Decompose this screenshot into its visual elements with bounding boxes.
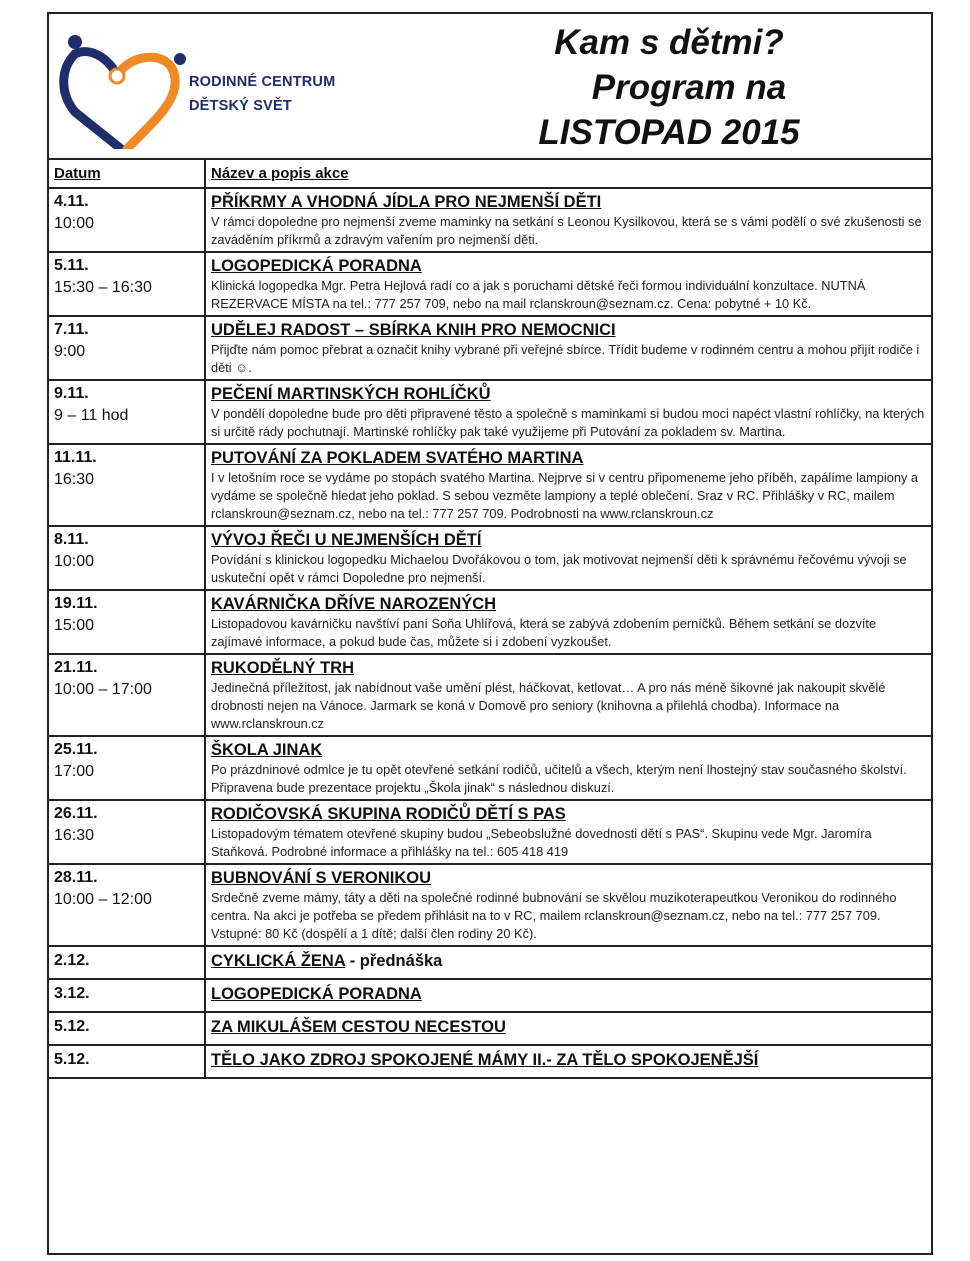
event-heading (211, 867, 926, 889)
event-description: I v letošním roce se vydáme po stopách svatého Martina. Nejprve si v centru připomeneme jeho příběh, zapálíme lampiony a vydáme se společně hledat jeho poklad. S sebou vezměte lampiony a teplé oblečení. Sraz v RC. Přihlášky v RC, mailem rclanskroun@seznam.cz, nebo na tel.: 777 257 709. Podrobnosti na www.rclanskroun.cz (211, 470, 919, 521)
event-cell (205, 736, 931, 800)
event-description: Po prázdninové odmlce je tu opět otevřené setkání rodičů, učitelů a všech, kterým není lhostejný stav současného školství. Připravena bude prezentace projektu „Škola jinak“ s následnou diskuzí. (211, 762, 907, 795)
event-date: 4.11. (54, 193, 89, 210)
table-row (49, 946, 931, 979)
date-cell (49, 946, 205, 979)
event-cell (205, 380, 931, 444)
event-cell (205, 654, 931, 736)
event-title: TĚLO JAKO ZDROJ SPOKOJENÉ MÁMY II.- ZA TĚLO SPOKOJENĚJŠÍ (211, 1051, 759, 1069)
event-date: 28.11. (54, 869, 98, 886)
event-time: 9 – 11 hod (54, 407, 129, 424)
header (49, 14, 931, 160)
table-row (49, 800, 931, 864)
table-row (49, 188, 931, 252)
event-time: 16:30 (54, 827, 95, 844)
event-title: PEČENÍ MARTINSKÝCH ROHLÍČKŮ (211, 385, 491, 403)
event-heading (211, 383, 926, 405)
event-cell (205, 526, 931, 590)
event-cell (205, 444, 931, 526)
event-time: 15:30 – 16:30 (54, 279, 152, 296)
event-time: 10:00 – 12:00 (54, 891, 152, 908)
event-title: VÝVOJ ŘEČI U NEJMENŠÍCH DĚTÍ (211, 531, 482, 549)
event-date: 5.12. (54, 1018, 90, 1035)
event-title: RODIČOVSKÁ SKUPINA RODIČŮ DĚTÍ S PAS (211, 805, 566, 823)
column-header-date: Datum (49, 160, 205, 188)
event-heading (211, 447, 926, 469)
org-line-2: DĚTSKÝ SVĚT (189, 98, 292, 114)
event-description: V rámci dopoledne pro nejmenší zveme maminky na setkání s Leonou Kysilkovou, která se s vámi podělí o své zkušenosti se zaváděním příkrmů a zdravým vařením pro nejmenší děti. (211, 214, 922, 247)
date-cell (49, 188, 205, 252)
event-title: ZA MIKULÁŠEM CESTOU NECESTOU (211, 1018, 506, 1036)
event-heading (211, 1016, 926, 1038)
event-description: Klinická logopedka Mgr. Petra Hejlová radí co a jak s poruchami dětské řeči formou individuální konzultace. NUTNÁ REZERVACE MÍSTA na tel.: 777 257 709, nebo na mail rclanskroun@seznam.cz. Cena: pobytné + 10 Kč. (211, 278, 866, 311)
organization-name (189, 70, 335, 118)
event-cell (205, 864, 931, 946)
table-row (49, 736, 931, 800)
date-cell (49, 654, 205, 736)
event-date: 3.12. (54, 985, 90, 1002)
date-cell (49, 444, 205, 526)
title-line-3: LISTOPAD 2015 (538, 113, 800, 152)
date-cell (49, 1012, 205, 1045)
date-cell (49, 979, 205, 1012)
event-title: LOGOPEDICKÁ PORADNA (211, 257, 422, 275)
event-title: KAVÁRNIČKA DŘÍVE NAROZENÝCH (211, 595, 497, 613)
event-heading (211, 739, 926, 761)
date-cell (49, 380, 205, 444)
event-cell (205, 188, 931, 252)
event-date: 2.12. (54, 952, 90, 969)
event-time: 17:00 (54, 763, 95, 780)
event-time: 10:00 (54, 215, 95, 232)
event-cell (205, 1012, 931, 1045)
event-title-suffix: - přednáška (345, 952, 443, 970)
event-date: 8.11. (54, 531, 89, 548)
date-cell (49, 526, 205, 590)
table-row (49, 654, 931, 736)
date-cell (49, 1045, 205, 1078)
event-heading (211, 1049, 926, 1071)
event-date: 7.11. (54, 321, 89, 338)
event-heading (211, 191, 926, 213)
table-row (49, 526, 931, 590)
event-time: 15:00 (54, 617, 95, 634)
column-header-event: Název a popis akce (205, 160, 931, 188)
event-description: Listopadovou kavárničku navštíví paní Soňa Uhlířová, která se zabývá zdobením perníčků. Během setkání se dozvíte zajímavé informace, a pokud bude čas, můžete si i zdobení vyzkoušet. (211, 616, 877, 649)
event-heading (211, 803, 926, 825)
event-heading (211, 529, 926, 551)
date-cell (49, 252, 205, 316)
table-row (49, 444, 931, 526)
event-description: Přijďte nám pomoc přebrat a označit knihy vybrané při veřejné sbírce. Třídit budeme v rodinném centru a mohou přijít rodiče i děti ☺. (211, 342, 920, 375)
event-title: BUBNOVÁNÍ S VERONIKOU (211, 869, 432, 887)
event-description: Jedinečná příležitost, jak nabídnout vaše umění plést, háčkovat, ketlovat… A pro nás méně šikovné jak nakoupit skvělé drobnosti nejen na Vánoce. Jarmark se koná v Domově pro seniory (knihovna a přilehlá chodba). Informace na www.rclanskroun.cz (211, 680, 886, 731)
table-row (49, 864, 931, 946)
event-title: LOGOPEDICKÁ PORADNA (211, 985, 422, 1003)
event-time: 10:00 – 17:00 (54, 681, 152, 698)
table-row (49, 316, 931, 380)
event-description: Povídání s klinickou logopedku Michaelou Dvořákovou o tom, jak motivovat nejmenší děti k správnému řečovému vývoji se uskuteční opět v rámci Dopoledne pro nejmenší. (211, 552, 907, 585)
program-sheet (47, 12, 933, 1255)
event-cell (205, 252, 931, 316)
event-time: 9:00 (54, 343, 86, 360)
event-date: 19.11. (54, 595, 98, 612)
table-row (49, 1012, 931, 1045)
date-cell (49, 864, 205, 946)
event-description: Listopadovým tématem otevřené skupiny budou „Sebeobslužné dovednosti dětí s PAS“. Skupinu vede Mgr. Jaromíra Staňková. Podrobné informace a přihlášky na tel.: 605 418 419 (211, 826, 872, 859)
table-row (49, 590, 931, 654)
event-cell (205, 800, 931, 864)
event-cell (205, 979, 931, 1012)
title-line-1: Kam s dětmi? (554, 23, 784, 62)
event-cell (205, 946, 931, 979)
event-time: 16:30 (54, 471, 95, 488)
event-title: PUTOVÁNÍ ZA POKLADEM SVATÉHO MARTINA (211, 449, 584, 467)
table-row (49, 1045, 931, 1078)
table-row (49, 252, 931, 316)
event-title: PŘÍKRMY A VHODNÁ JÍDLA PRO NEJMENŠÍ DĚTI (211, 193, 602, 211)
program-table (49, 160, 931, 1079)
event-title: ŠKOLA JINAK (211, 741, 323, 759)
event-date: 25.11. (54, 741, 98, 758)
event-heading (211, 950, 926, 972)
page-title (489, 20, 849, 155)
event-heading (211, 657, 926, 679)
event-cell (205, 590, 931, 654)
table-header-row (49, 160, 931, 188)
event-date: 11.11. (54, 449, 97, 466)
event-description: V pondělí dopoledne bude pro děti připravené těsto a společně s maminkami si budou moci napéct vlastní rohlíčky, na kterých si určitě rády pochutnají. Martinské rohlíčky pak také využijeme při Putování za pokladem sv. Martina. (211, 406, 925, 439)
event-heading (211, 983, 926, 1005)
event-description: Srdečně zveme mámy, táty a děti na společné rodinné bubnování se skvělou muzikoterapeutkou Veronikou do rodinného centra. Na akci je potřeba se předem přihlásit na to v RC, mailem rclanskroun@seznam.cz, nebo na tel.: 777 257 709. Vstupné: 80 Kč (dospělí a 1 dítě; další člen rodiny 20 Kč). (211, 890, 897, 941)
event-heading (211, 255, 926, 277)
heart-logo (55, 24, 190, 149)
event-cell (205, 1045, 931, 1078)
event-cell (205, 316, 931, 380)
event-title: UDĚLEJ RADOST – SBÍRKA KNIH PRO NEMOCNICI (211, 321, 616, 339)
date-cell (49, 590, 205, 654)
event-title: CYKLICKÁ ŽENA (211, 952, 346, 970)
title-line-2: Program na (591, 68, 787, 107)
date-cell (49, 316, 205, 380)
date-cell (49, 800, 205, 864)
org-line-1: RODINNÉ CENTRUM (189, 74, 336, 90)
event-date: 5.11. (54, 257, 89, 274)
event-heading (211, 593, 926, 615)
event-date: 5.12. (54, 1051, 90, 1068)
event-time: 10:00 (54, 553, 95, 570)
event-heading (211, 319, 926, 341)
date-cell (49, 736, 205, 800)
event-title: RUKODĚLNÝ TRH (211, 659, 354, 677)
table-row (49, 979, 931, 1012)
event-date: 21.11. (54, 659, 98, 676)
event-date: 9.11. (54, 385, 89, 402)
table-row (49, 380, 931, 444)
event-date: 26.11. (54, 805, 98, 822)
